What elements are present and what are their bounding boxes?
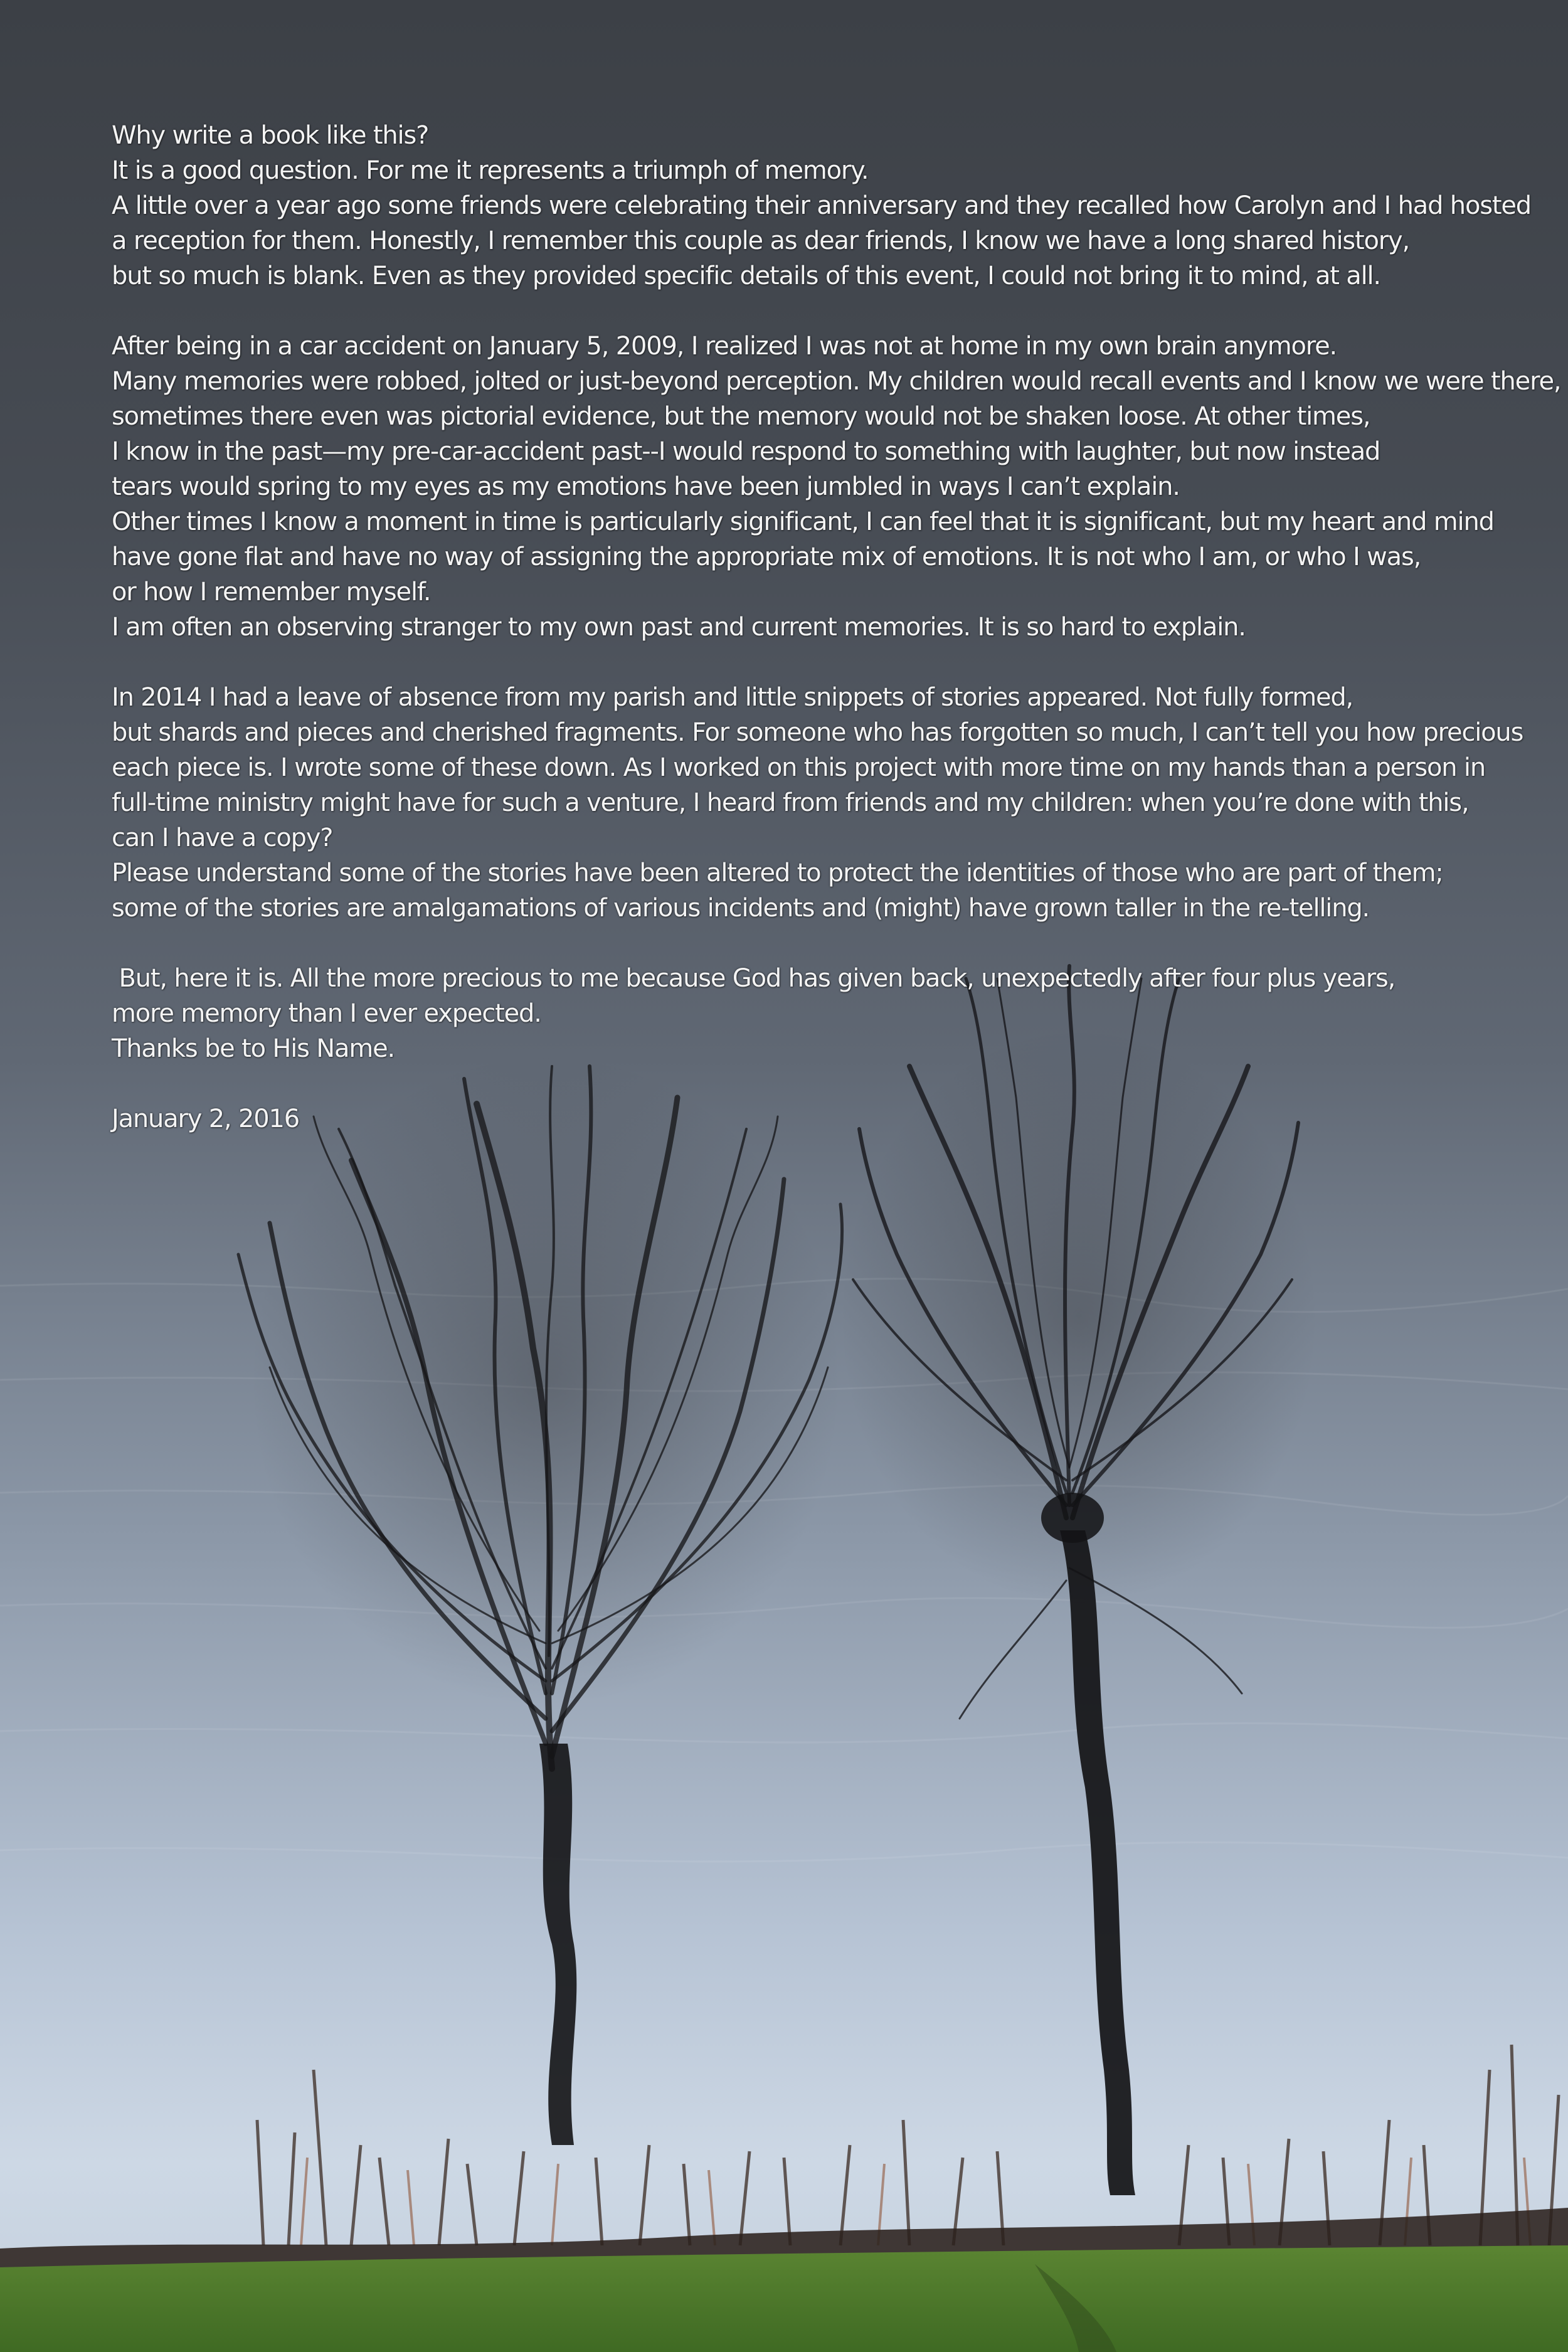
text-line: sometimes there even was pictorial evidence, but the memory would not be shaken loose. At other times, bbox=[112, 402, 1370, 431]
text-line: each piece is. I wrote some of these down. As I worked on this project with more time on my hands than a person in bbox=[112, 753, 1485, 782]
paragraph bbox=[112, 680, 1523, 926]
paragraph bbox=[112, 961, 1491, 1066]
paragraph bbox=[112, 329, 1561, 645]
text-line: more memory than I ever expected. bbox=[112, 999, 541, 1028]
text-line: but shards and pieces and cherished fragments. For someone who has forgotten so much, I can’t tell you how precious bbox=[112, 718, 1523, 747]
text-line: In 2014 I had a leave of absence from my parish and little snippets of stories appeared. Not fully formed, bbox=[112, 683, 1353, 712]
paragraph bbox=[112, 1101, 1491, 1136]
text-line: After being in a car accident on January 5, 2009, I realized I was not at home in my own brain anymore. bbox=[112, 332, 1337, 361]
text-line: I know in the past—my pre-car-accident past--I would respond to something with laughter, but now instead bbox=[112, 437, 1380, 466]
text-line: I am often an observing stranger to my own past and current memories. It is so hard to explain. bbox=[112, 613, 1246, 642]
text-line: Other times I know a moment in time is particularly significant, I can feel that it is significant, but my heart and mind bbox=[112, 507, 1494, 536]
preface-text bbox=[112, 118, 1561, 1136]
text-line: Thanks be to His Name. bbox=[112, 1034, 395, 1063]
text-line: have gone flat and have no way of assigning the appropriate mix of emotions. It is not who I am, or who I was, bbox=[112, 543, 1421, 571]
text-line: can I have a copy? bbox=[112, 824, 333, 852]
text-line: some of the stories are amalgamations of various incidents and (might) have grown taller in the re-telling. bbox=[112, 894, 1370, 923]
text-line: January 2, 2016 bbox=[112, 1104, 300, 1133]
paragraph-spacer bbox=[112, 294, 1491, 329]
text-line: tears would spring to my eyes as my emotions have been jumbled in ways I can’t explain. bbox=[112, 472, 1180, 501]
text-line: but so much is blank. Even as they provided specific details of this event, I could not bring it to mind, at all. bbox=[112, 262, 1380, 290]
paragraph-spacer bbox=[112, 926, 1491, 961]
text-line: Please understand some of the stories have been altered to protect the identities of those who are part of them; bbox=[112, 859, 1443, 887]
text-line: Why write a book like this? bbox=[112, 121, 429, 150]
text-line: a reception for them. Honestly, I remember this couple as dear friends, I know we have a long shared history, bbox=[112, 226, 1410, 255]
text-line: or how I remember myself. bbox=[112, 578, 431, 607]
paragraph-spacer bbox=[112, 645, 1491, 680]
paragraph-spacer bbox=[112, 1066, 1491, 1101]
text-line: But, here it is. All the more precious to me because God has given back, unexpectedly after four plus years, bbox=[112, 964, 1396, 993]
text-line: A little over a year ago some friends were celebrating their anniversary and they recalled how Carolyn and I had hosted bbox=[112, 191, 1531, 220]
text-line: Many memories were robbed, jolted or just-beyond perception. My children would recall events and I know we were there, bbox=[112, 367, 1561, 396]
paragraph bbox=[112, 118, 1531, 294]
text-line: It is a good question. For me it represents a triumph of memory. bbox=[112, 156, 869, 185]
text-line: full-time ministry might have for such a venture, I heard from friends and my children: when you’re done with this, bbox=[112, 788, 1469, 817]
